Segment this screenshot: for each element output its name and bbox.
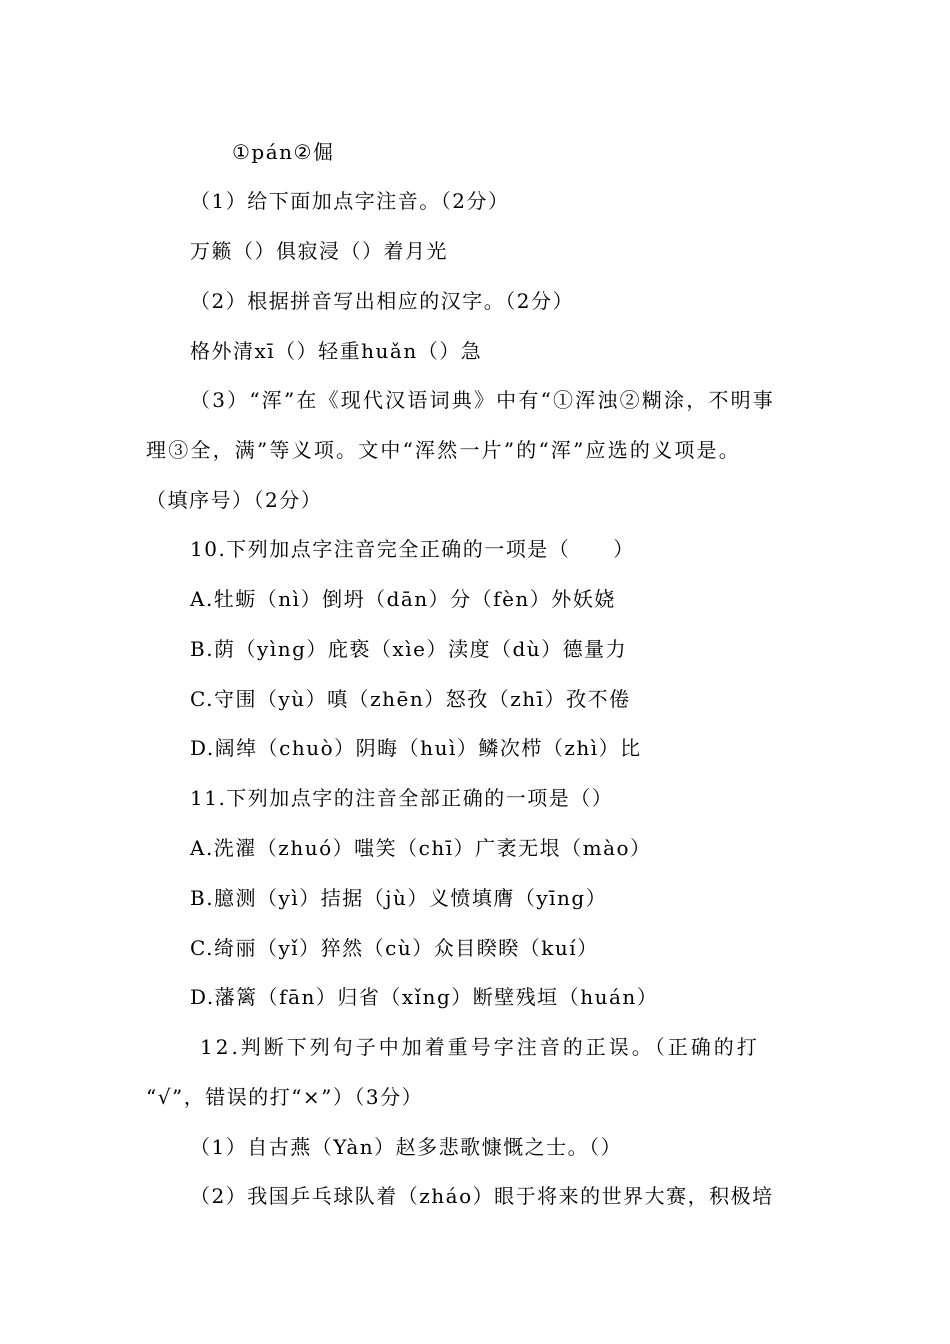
text-line: B.臆测（yì）拮据（jù）义愤填膺（yīng） bbox=[190, 886, 608, 910]
text-line: 格外清xī（）轻重huǎn（）急 bbox=[190, 339, 483, 363]
text-line: ①pán②倔 bbox=[232, 140, 335, 164]
text-line: （2）根据拼音写出相应的汉字。（2分） bbox=[190, 289, 574, 313]
text-line: （3）“浑”在《现代汉语词典》中有“①浑浊②糊涂，不明事 bbox=[190, 388, 775, 412]
text-line: （2）我国乒乓球队着（zháo）眼于将来的世界大赛，积极培 bbox=[190, 1184, 774, 1208]
text-line: B.荫（yìng）庇亵（xìe）渎度（dù）德量力 bbox=[190, 637, 628, 661]
text-line: （填序号）（2分） bbox=[146, 488, 323, 512]
text-line: D.藩篱（fān）归省（xǐng）断壁残垣（huán） bbox=[190, 985, 659, 1009]
text-line: 11.下列加点字的注音全部正确的一项是（） bbox=[190, 786, 614, 810]
text-line: 万籁（）俱寂浸（）着月光 bbox=[190, 239, 448, 263]
text-line: D.阔绰（chuò）阴晦（huì）鳞次栉（zhì）比 bbox=[190, 736, 642, 760]
text-line: C.绮丽（yǐ）猝然（cù）众目睽睽（kuí） bbox=[190, 936, 599, 960]
text-line: （1）给下面加点字注音。（2分） bbox=[190, 189, 510, 213]
text-line: （1）自古燕（Yàn）赵多悲歌慷慨之士。（） bbox=[190, 1135, 623, 1159]
text-line: A.牡蛎（nì）倒坍（dān）分（fèn）外妖娆 bbox=[190, 587, 616, 611]
text-line: “√”，错误的打“×”）（3分） bbox=[146, 1085, 424, 1109]
text-line: 10.下列加点字注音完全正确的一项是（ ） bbox=[190, 537, 635, 561]
text-line: A.洗濯（zhuó）嗤笑（chī）广袤无垠（mào） bbox=[190, 836, 652, 860]
text-line: 理③全，满”等义项。文中“浑然一片”的“浑”应选的义项是。 bbox=[146, 438, 741, 462]
text-line: 12.判断下列句子中加着重号字注音的正误。（正确的打 bbox=[200, 1035, 760, 1059]
text-line: C.守围（yù）嗔（zhēn）怒孜（zhī）孜不倦 bbox=[190, 687, 631, 711]
